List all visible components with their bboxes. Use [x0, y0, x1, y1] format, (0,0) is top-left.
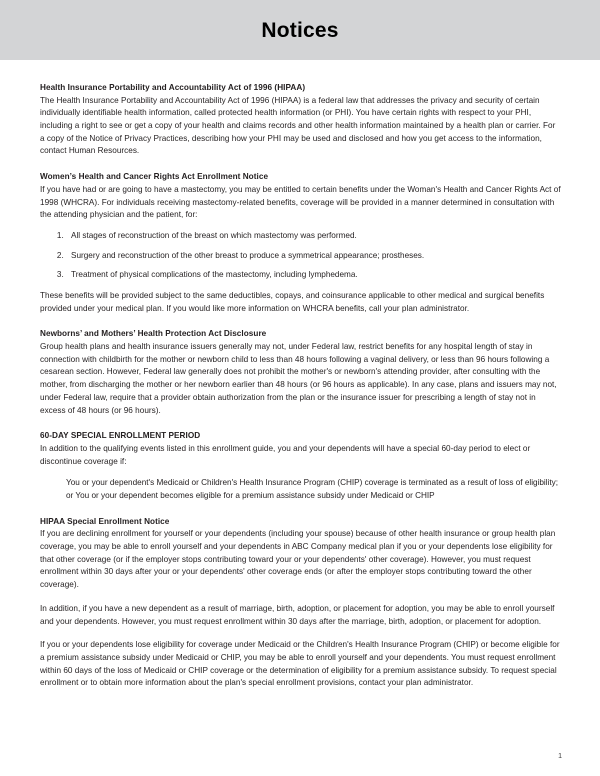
section-hipaa-special-enrollment	[40, 516, 562, 690]
sixty-day-indented-clause: You or your dependent's Medicaid or Children's Health Insurance Program (CHIP) coverage is terminated as a result of loss of eligibility; or You or your dependent becomes eligible for a premium assistance subsidy under Medicaid or CHIP	[66, 478, 559, 501]
whcra-benefits-list	[40, 230, 562, 282]
list-item: 1. All stages of reconstruction of the breast on which mastectomy was performed.	[66, 230, 562, 243]
section-heading-newborns: Newborns’ and Mothers’ Health Protection Act Disclosure	[40, 329, 267, 339]
section-body-hipaa: The Health Insurance Portability and Accountability Act of 1996 (HIPAA) is a federal law that addresses the privacy and security of certain individually identifiable health information, called protected health information (or PHI). You have certain rights with respect to your PHI, including a right to see or get a copy of your health and claims records and other health information maintained by a health plan or carrier. For a copy of the Notice of Privacy Practices, describing how your PHI may be used and disclosed and how you get access to the information, contact Human Resources.	[40, 95, 556, 156]
page-header-band	[0, 0, 600, 60]
section-heading-whcra: Women’s Health and Cancer Rights Act Enrollment Notice	[40, 172, 269, 182]
section-whcra	[40, 171, 562, 315]
list-item: 2. Surgery and reconstruction of the other breast to produce a symmetrical appearance; prostheses.	[66, 250, 562, 263]
document-content	[0, 60, 600, 690]
section-sixty-day-enrollment	[40, 430, 562, 502]
section-body-newborns: Group health plans and health insurance issuers generally may not, under Federal law, restrict benefits for any hospital length of stay in connection with childbirth for the mother or newborn child to less than 48 hours following a vaginal delivery, or less than 96 hours following a cesarean section. However, Federal law generally does not prohibit the mother's or newborn's attending provider, after consulting with the mother, from discharging the mother or her newborn earlier than 48 hours (or 96 hours as applicable). In any case, plans and issuers may not, under Federal law, require that a provider obtain authorization from the plan or the insurance issuer for prescribing a length of stay not in excess of 48 hours (or 96 hours).	[40, 342, 557, 415]
hipaa-special-paragraph-3: If you or your dependents lose eligibility for coverage under Medicaid or the Children's Health Insurance Program (CHIP) or become eligible for a premium assistance subsidy under Medicaid or CHIP, you may be able to enroll yourself and your dependents. You must request enrollment within 60 days of the loss of Medicaid or CHIP coverage or the determination of eligibility for a premium assistance subsidy. To request special enrollment or to obtain more information about the plan's special enrollment provisions, contact your plan administrator.	[40, 640, 560, 688]
hipaa-special-paragraph-2: In addition, if you have a new dependent as a result of marriage, birth, adoption, or placement for adoption, you may be able to enroll yourself and your dependents. However, you must request enrollment within 30 days after the marriage, birth, adoption, or placement for adoption.	[40, 603, 555, 626]
section-heading-hipaa: Health Insurance Portability and Accountability Act of 1996 (HIPAA)	[40, 83, 306, 92]
page-title: Notices	[261, 18, 339, 42]
section-heading-hipaa-special: HIPAA Special Enrollment Notice	[40, 516, 170, 526]
section-heading-sixty-day: 60-DAY SPECIAL ENROLLMENT PERIOD	[40, 431, 201, 441]
hipaa-special-paragraph-1: If you are declining enrollment for yourself or your dependents (including your spouse) because of other health insurance or group health plan coverage, you may be able to enroll yourself and your dependents in ABC Company medical plan if you or your dependents lose eligibility for that other coverage (or if the employer stops contributing toward your or your dependents' other coverage). However, you must request enrollment within 30 days after your or your dependents' other coverage ends (or after the employer stops contributing toward the other coverage).	[40, 529, 556, 590]
section-newborns	[40, 328, 562, 417]
section-body-whcra: If you have had or are going to have a mastectomy, you may be entitled to certain benefits under the Woman's Health and Cancer Rights Act of 1998 (WHCRA). For individuals receiving mastectomy-related benefits, coverage will be provided in a manner determined in consultation with the attending physician and the patient, for:	[40, 184, 561, 220]
list-item: 3. Treatment of physical complications of the mastectomy, including lymphedema.	[66, 269, 562, 282]
page-number: 1	[558, 753, 562, 760]
section-body-sixty-day: In addition to the qualifying events listed in this enrollment guide, you and your dependents will have a special 60-day period to elect or discontinue coverage if:	[40, 443, 531, 466]
section-closing-whcra: These benefits will be provided subject to the same deductibles, copays, and coinsurance applicable to other medical and surgical benefits provided under your medical plan. If you would like more information on WHCRA benefits, call your plan administrator.	[40, 291, 545, 313]
section-hipaa	[40, 82, 562, 158]
